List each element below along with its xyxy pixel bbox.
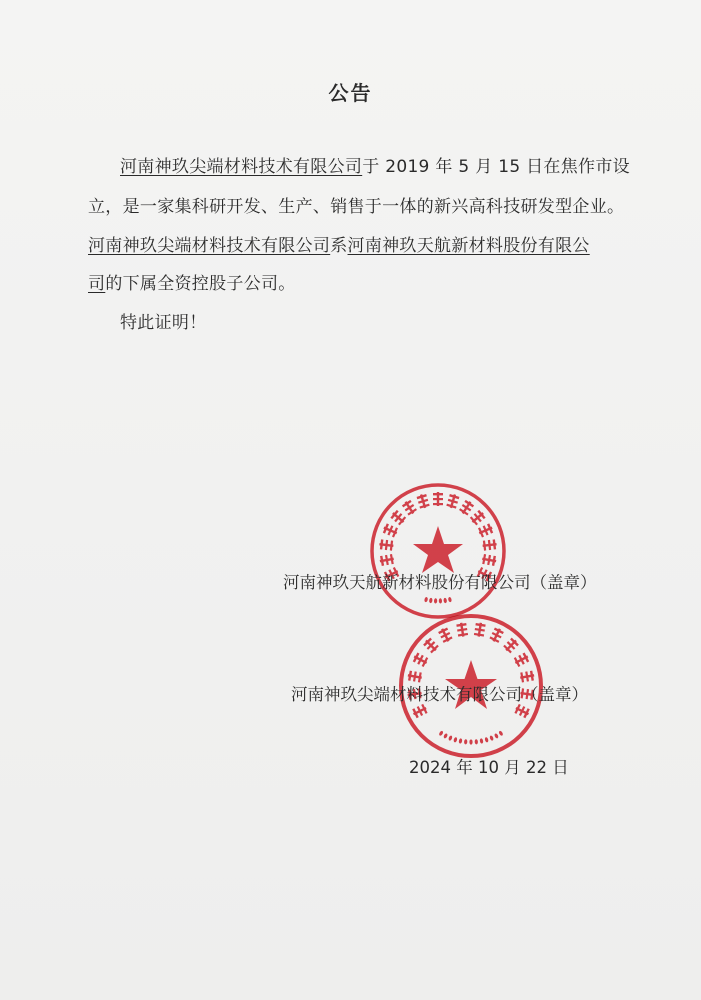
- body-text: 的下属全资控股子公司。: [105, 274, 296, 294]
- stamp-code-mark: [443, 733, 448, 739]
- stamp-glyph-mark: [433, 492, 443, 506]
- stamp-glyph-mark: [477, 523, 494, 538]
- stamp-glyph-mark: [401, 499, 417, 516]
- stamp-code-mark: [479, 738, 483, 744]
- stamp-code-mark: [494, 733, 499, 739]
- stamp-code-mark: [458, 738, 462, 744]
- signature-subsidiary-company: 河南神玖尖端材料技术有限公司（盖章）: [291, 685, 588, 704]
- stamp-code-mark: [429, 598, 433, 604]
- stamp-code-mark: [474, 739, 478, 744]
- stamp-code-mark: [434, 598, 437, 603]
- stamp-glyph-mark: [382, 523, 399, 538]
- stamp-code-mark: [469, 739, 472, 744]
- signature-parent-company: 河南神玖天航新材料股份有限公司（盖章）: [283, 573, 597, 592]
- stamp-code-mark: [453, 737, 458, 743]
- document-title: 公告: [328, 81, 373, 105]
- stamp-glyph-mark: [446, 493, 460, 509]
- stamp-glyph-mark: [422, 637, 439, 654]
- stamp-parent-company: [363, 476, 513, 626]
- stamp-glyph-mark: [390, 509, 407, 526]
- stamp-glyph-mark: [412, 652, 429, 667]
- closing-text: 特此证明！: [120, 313, 207, 333]
- stamp-glyph-mark: [482, 539, 497, 551]
- stamp-glyph-mark: [469, 509, 486, 526]
- stamp-code-mark: [438, 730, 443, 736]
- company-name: 河南神玖尖端材料技术有限公司: [120, 157, 363, 177]
- stamp-code-mark: [424, 597, 428, 603]
- stamp-code-mark: [484, 737, 489, 743]
- stamp-code-mark: [489, 735, 494, 741]
- body-line-4: [88, 269, 296, 294]
- stamp-glyph-mark: [411, 704, 428, 719]
- parent-company-name-end: 司: [88, 274, 106, 294]
- body-text: 于 2019 年 5 月 15 日在焦作市设: [362, 157, 630, 177]
- company-name: 河南神玖尖端材料技术有限公司: [88, 236, 331, 256]
- stamp-glyph-mark: [379, 539, 394, 551]
- stamp-code-mark: [448, 735, 453, 741]
- stamp-glyph-mark: [416, 493, 430, 509]
- body-text: 系: [330, 236, 348, 256]
- body-line-2: 立，是一家集科研开发、生产、销售于一体的新兴高科技研发型企业。: [88, 197, 625, 217]
- stamp-glyph-mark: [474, 622, 486, 637]
- parent-company-name: 河南神玖天航新材料股份有限公: [347, 236, 590, 256]
- stamp-glyph-mark: [514, 704, 531, 719]
- stamp-glyph-mark: [379, 554, 395, 566]
- stamp-code-mark: [498, 730, 503, 736]
- stamp-code-mark: [439, 598, 442, 603]
- stamp-glyph-mark: [481, 554, 497, 566]
- stamp-glyph-mark: [459, 499, 475, 516]
- stamp-glyph-mark: [503, 637, 520, 654]
- stamp-code-mark: [443, 598, 447, 604]
- stamp-code-mark: [448, 597, 452, 603]
- stamp-glyph-mark: [438, 627, 453, 644]
- document-date: 2024 年 10 月 22 日: [409, 758, 569, 777]
- body-line-1: [120, 152, 630, 177]
- stamp-glyph-mark: [489, 627, 504, 644]
- stamp-glyph-mark: [513, 652, 530, 667]
- body-line-3: [88, 231, 590, 256]
- stamp-code-mark: [464, 739, 468, 744]
- stamp-glyph-mark: [456, 622, 468, 637]
- star-icon: [413, 526, 463, 573]
